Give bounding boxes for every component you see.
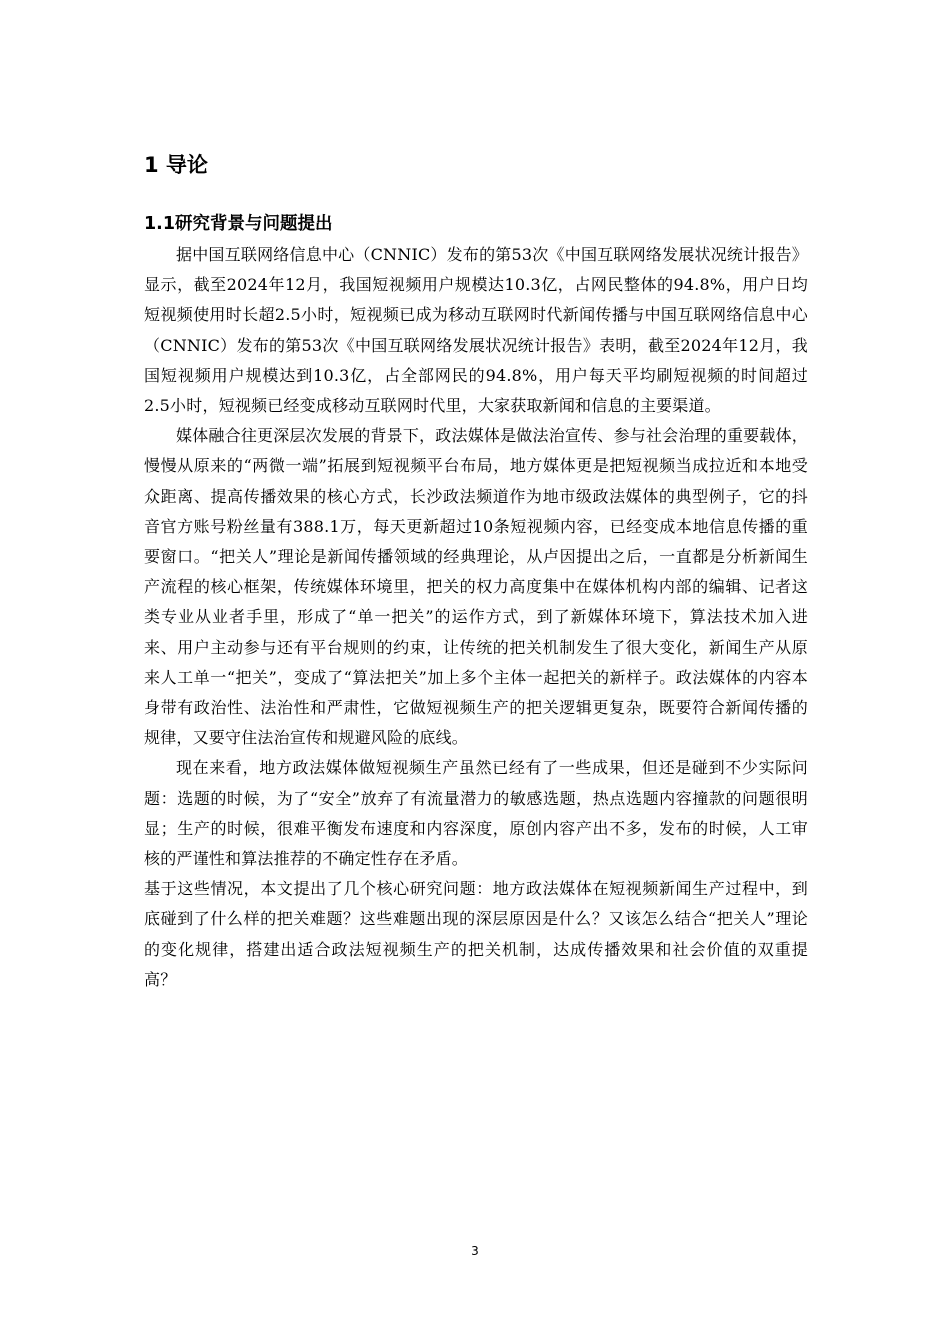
page-content xyxy=(144,146,808,995)
paragraph-3: 现在来看，地方政法媒体做短视频生产虽然已经有了一些成果，但还是碰到不少实际问题：选题的时候，为了“安全”放弃了有流量潜力的敏感选题，热点选题内容撞款的问题很明显；生产的时候，很难平衡发布速度和内容深度，原创内容产出不多，发布的时候，人工审核的严谨性和算法推荐的不确定性存在矛盾。 xyxy=(144,758,808,869)
paragraph-2: 媒体融合往更深层次发展的背景下，政法媒体是做法治宣传、参与社会治理的重要载体，慢慢从原来的“两微一端”拓展到短视频平台布局，地方媒体更是把短视频当成拉近和本地受众距离、提高传播效果的核心方式，长沙政法频道作为地市级政法媒体的典型例子，它的抖音官方账号粉丝量有388.1万，每天更新超过10条短视频内容，已经变成本地信息传播的重要窗口。“把关人”理论是新闻传播领域的经典理论，从卢因提出之后，一直都是分析新闻生产流程的核心框架，传统媒体环境里，把关的权力高度集中在媒体机构内部的编辑、记者这类专业从业者手里，形成了“单一把关”的运作方式，到了新媒体环境下，算法技术加入进来、用户主动参与还有平台规则的约束，让传统的把关机制发生了很大变化，新闻生产从原来人工单一“把关”，变成了“算法把关”加上多个主体一起把关的新样子。政法媒体的内容本身带有政治性、法治性和严肃性，它做短视频生产的把关逻辑更复杂，既要符合新闻传播的规律，又要守住法治宣传和规避风险的底线。 xyxy=(144,426,808,748)
chapter-title: 1 导论 xyxy=(144,153,208,177)
section-title: 1.1研究背景与问题提出 xyxy=(144,214,333,234)
paragraph-4: 基于这些情况，本文提出了几个核心研究问题：地方政法媒体在短视频新闻生产过程中，到底碰到了什么样的把关难题？这些难题出现的深层原因是什么？又该怎么结合“把关人”理论的变化规律，搭建出适合政法短视频生产的把关机制，达成传播效果和社会价值的双重提高？ xyxy=(144,879,808,989)
paragraph-1: 据中国互联网络信息中心（CNNIC）发布的第53次《中国互联网络发展状况统计报告》显示，截至2024年12月，我国短视频用户规模达10.3亿，占网民整体的94.8%，用户日均短视频使用时长超2.5小时，短视频已成为移动互联网时代新闻传播与中国互联网络信息中心（CNNIC）发布的第53次《中国互联网络发展状况统计报告》表明，截至2024年12月，我国短视频用户规模达到10.3亿，占全部网民的94.8%，用户每天平均刷短视频的时间超过2.5小时，短视频已经变成移动互联网时代里，大家获取新闻和信息的主要渠道。 xyxy=(144,245,808,416)
page-number: 3 xyxy=(471,1244,479,1258)
